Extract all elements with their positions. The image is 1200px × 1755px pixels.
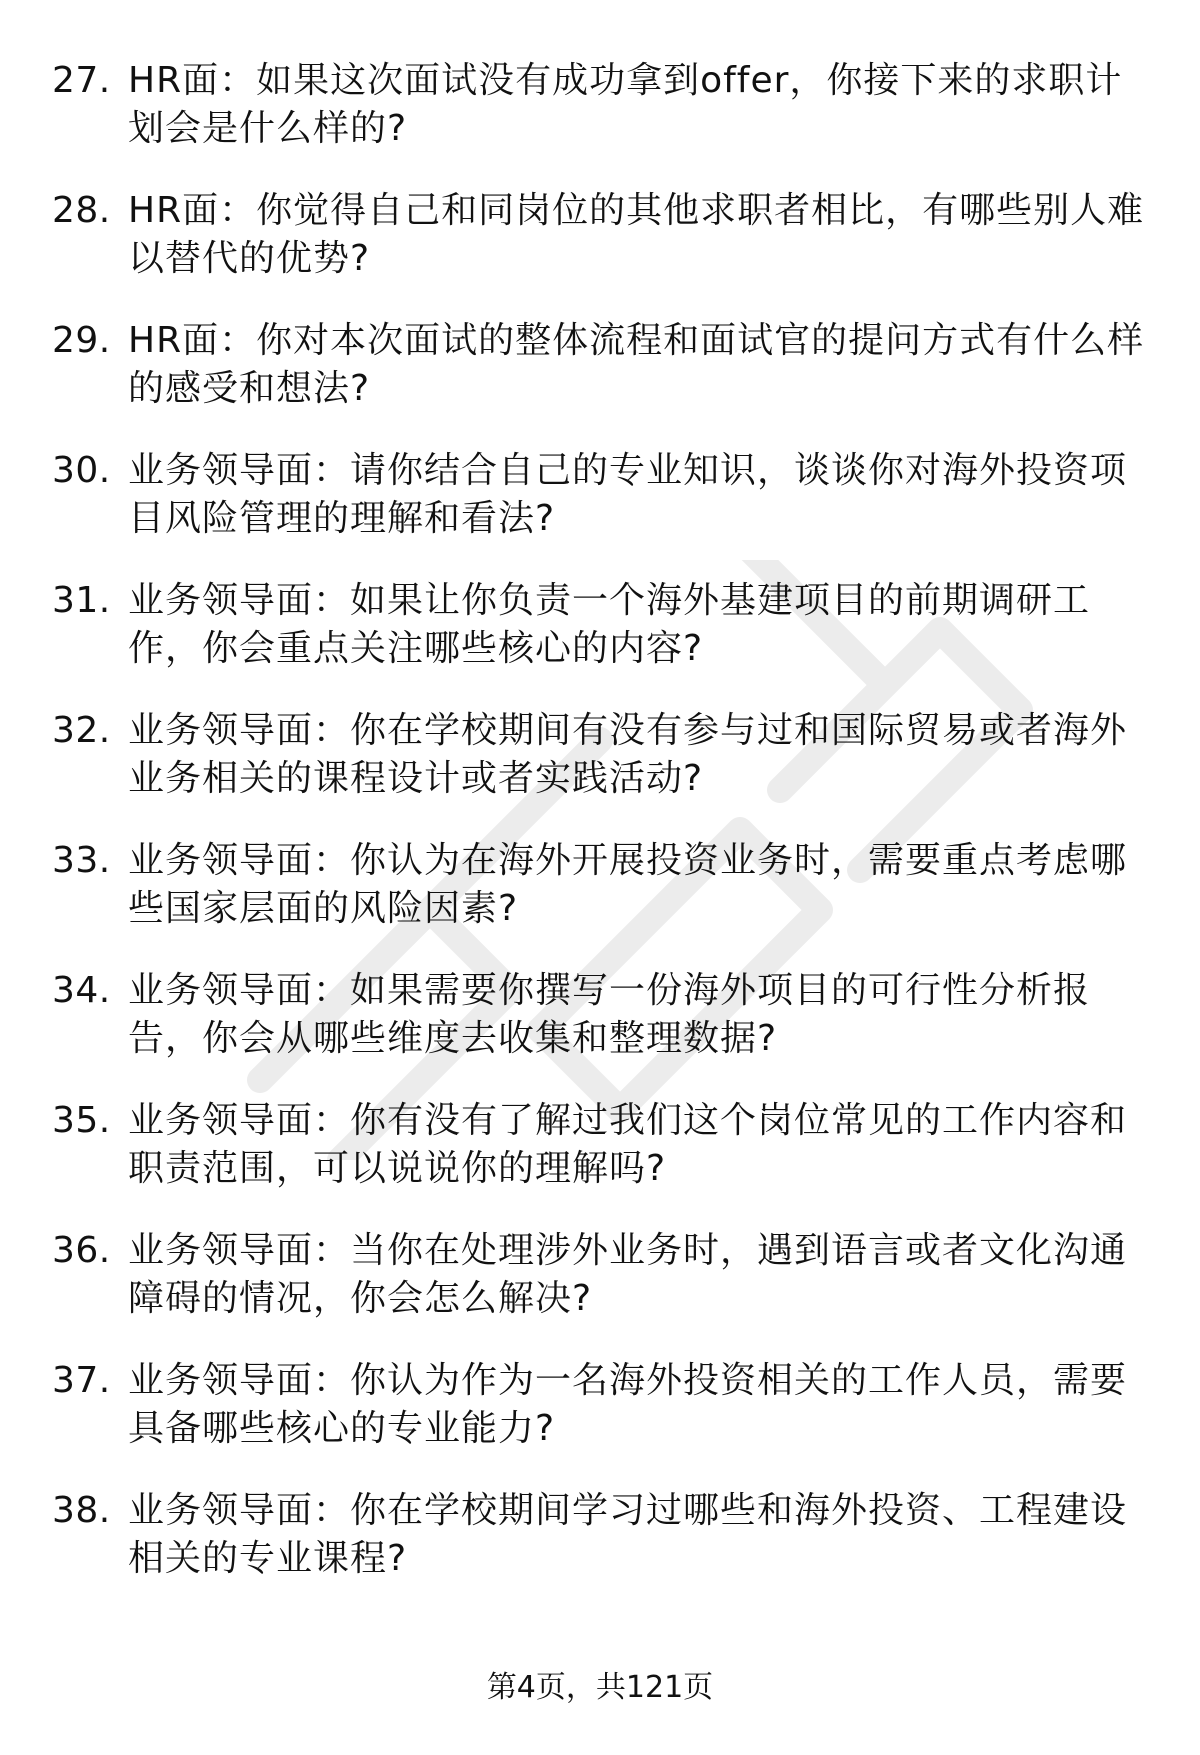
question-item: [0, 1097, 1200, 1227]
question-number: 28.: [52, 190, 111, 231]
question-item: [0, 187, 1200, 317]
question-number: 36.: [52, 1230, 111, 1271]
question-number: 35.: [52, 1100, 111, 1141]
question-number: 34.: [52, 970, 111, 1011]
question-number: 31.: [52, 580, 111, 621]
question-text: 业务领导面：你在学校期间学习过哪些和海外投资、工程建设相关的专业课程?: [128, 1490, 1128, 1579]
question-text: 业务领导面：当你在处理涉外业务时，遇到语言或者文化沟通障碍的情况，你会怎么解决?: [128, 1230, 1128, 1319]
question-item: [0, 967, 1200, 1097]
question-number: 27.: [52, 60, 111, 101]
question-text: HR面：你觉得自己和同岗位的其他求职者相比，有哪些别人难以替代的优势?: [128, 190, 1145, 279]
question-number: 37.: [52, 1360, 111, 1401]
question-item: [0, 1227, 1200, 1357]
question-text: 业务领导面：请你结合自己的专业知识，谈谈你对海外投资项目风险管理的理解和看法?: [128, 450, 1128, 539]
question-number: 32.: [52, 710, 111, 751]
question-item: [0, 57, 1200, 187]
question-item: [0, 1357, 1200, 1487]
question-item: [0, 1487, 1200, 1617]
question-text: 业务领导面：你有没有了解过我们这个岗位常见的工作内容和职责范围，可以说说你的理解吗?: [128, 1100, 1128, 1189]
question-number: 30.: [52, 450, 111, 491]
question-text: HR面：如果这次面试没有成功拿到offer，你接下来的求职计划会是什么样的?: [128, 60, 1123, 149]
question-text: HR面：你对本次面试的整体流程和面试官的提问方式有什么样的感受和想法?: [128, 320, 1145, 409]
question-number: 33.: [52, 840, 111, 881]
question-text: 业务领导面：你认为作为一名海外投资相关的工作人员，需要具备哪些核心的专业能力?: [128, 1360, 1128, 1449]
question-item: [0, 577, 1200, 707]
question-item: [0, 317, 1200, 447]
question-text: 业务领导面：如果让你负责一个海外基建项目的前期调研工作，你会重点关注哪些核心的内容?: [128, 580, 1091, 669]
question-text: 业务领导面：如果需要你撰写一份海外项目的可行性分析报告，你会从哪些维度去收集和整理数据?: [128, 970, 1091, 1059]
question-text: 业务领导面：你认为在海外开展投资业务时，需要重点考虑哪些国家层面的风险因素?: [128, 840, 1128, 929]
question-item: [0, 837, 1200, 967]
question-text: 业务领导面：你在学校期间有没有参与过和国际贸易或者海外业务相关的课程设计或者实践活动?: [128, 710, 1128, 799]
question-number: 38.: [52, 1490, 111, 1531]
page-number-footer: 第4页，共121页: [486, 1670, 714, 1705]
question-number: 29.: [52, 320, 111, 361]
question-item: [0, 707, 1200, 837]
question-list: [0, 57, 1200, 1617]
question-item: [0, 447, 1200, 577]
